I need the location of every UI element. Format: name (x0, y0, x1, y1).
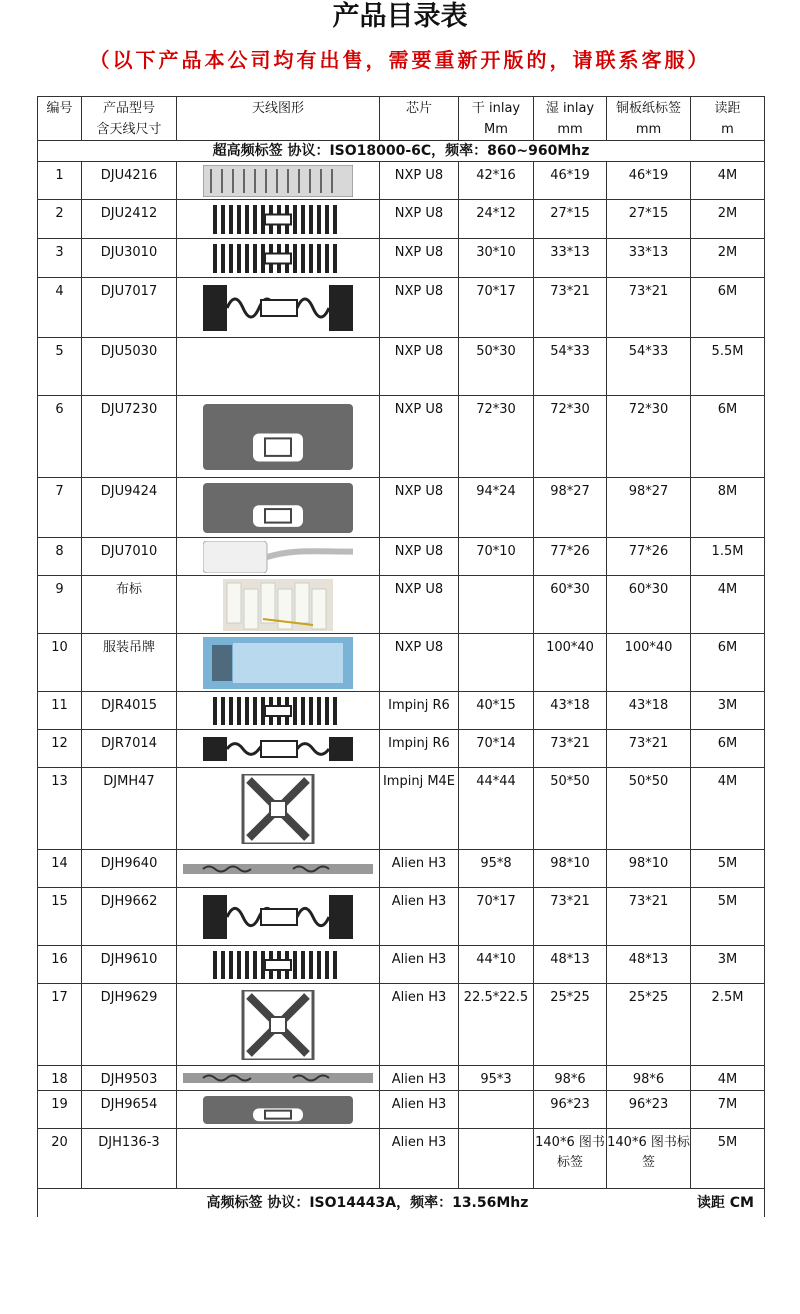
cell-chip: NXP U8 (380, 239, 459, 278)
cell-antenna (177, 850, 380, 888)
table-row (38, 768, 765, 850)
cell-paper-label: 48*13 (607, 946, 691, 984)
table-row (38, 850, 765, 888)
cell-read-range: 4M (691, 768, 765, 850)
square-antenna-icon (177, 774, 379, 844)
cell-chip: Alien H3 (380, 1066, 459, 1091)
header-antenna: 天线图形 (177, 97, 380, 141)
cell-dry-inlay: 70*14 (459, 730, 534, 768)
cell-antenna (177, 634, 380, 692)
cell-no: 4 (38, 278, 82, 338)
header-dry-inlay: 干 inlay Mm (459, 97, 534, 141)
cell-read-range: 3M (691, 692, 765, 730)
table-row (38, 239, 765, 278)
page-subtitle: （以下产品本公司均有出售，需要重新开版的，请联系客服） (89, 48, 711, 72)
cell-model: DJU7017 (82, 278, 177, 338)
cell-model: DJH136-3 (82, 1129, 177, 1189)
table-row (38, 1091, 765, 1129)
meander-antenna-icon (177, 242, 379, 275)
cell-antenna (177, 478, 380, 538)
table-row (38, 162, 765, 200)
cell-wet-inlay: 48*13 (534, 946, 607, 984)
cell-wet-inlay: 54*33 (534, 338, 607, 396)
cell-no: 20 (38, 1129, 82, 1189)
cell-read-range: 6M (691, 730, 765, 768)
cell-chip: Impinj M4E (380, 768, 459, 850)
cell-chip: NXP U8 (380, 576, 459, 634)
cell-model: DJU2412 (82, 200, 177, 239)
cell-antenna (177, 338, 380, 396)
cell-read-range: 7M (691, 1091, 765, 1129)
cell-read-range: 6M (691, 278, 765, 338)
table-row (38, 278, 765, 338)
cell-model: DJMH47 (82, 768, 177, 850)
cell-chip: Impinj R6 (380, 730, 459, 768)
cell-model: DJH9640 (82, 850, 177, 888)
cell-model: DJH9503 (82, 1066, 177, 1091)
section-hf-row (38, 1189, 765, 1218)
cell-paper-label: 25*25 (607, 984, 691, 1066)
cell-no: 16 (38, 946, 82, 984)
wide-tag-icon (177, 1094, 379, 1126)
cell-model: DJU9424 (82, 478, 177, 538)
section-uhf-row (38, 141, 765, 162)
cell-paper-label: 60*30 (607, 576, 691, 634)
cell-no: 18 (38, 1066, 82, 1091)
cell-read-range: 4M (691, 576, 765, 634)
cell-paper-label: 98*10 (607, 850, 691, 888)
cell-antenna (177, 576, 380, 634)
table-row (38, 1066, 765, 1091)
cell-no: 8 (38, 538, 82, 576)
cell-paper-label: 77*26 (607, 538, 691, 576)
cell-antenna (177, 239, 380, 278)
cell-dry-inlay (459, 1091, 534, 1129)
cell-paper-label: 73*21 (607, 730, 691, 768)
cell-antenna (177, 1091, 380, 1129)
cell-dry-inlay: 22.5*22.5 (459, 984, 534, 1066)
cell-no: 5 (38, 338, 82, 396)
cell-paper-label: 100*40 (607, 634, 691, 692)
cell-no: 10 (38, 634, 82, 692)
table-row (38, 692, 765, 730)
cell-chip: NXP U8 (380, 162, 459, 200)
section-uhf-label: 超高频标签 协议：ISO18000-6C，频率：860~960Mhz (38, 141, 765, 162)
cell-model: DJU7230 (82, 396, 177, 478)
section-hf-label: 高频标签 协议：ISO14443A，频率：13.56Mhz (206, 1195, 529, 1211)
table-row (38, 634, 765, 692)
cell-no: 6 (38, 396, 82, 478)
cell-antenna (177, 162, 380, 200)
cell-chip: NXP U8 (380, 200, 459, 239)
table-row (38, 396, 765, 478)
cell-dry-inlay (459, 634, 534, 692)
cell-wet-inlay: 98*27 (534, 478, 607, 538)
cell-model: DJU7010 (82, 538, 177, 576)
table-row (38, 730, 765, 768)
cell-antenna (177, 1066, 380, 1091)
wide-tag-icon (177, 481, 379, 535)
table-row (38, 888, 765, 946)
cell-paper-label: 96*23 (607, 1091, 691, 1129)
header-chip: 芯片 (380, 97, 459, 141)
cell-antenna (177, 984, 380, 1066)
cell-paper-label: 98*6 (607, 1066, 691, 1091)
cell-paper-label: 73*21 (607, 278, 691, 338)
cell-read-range: 6M (691, 634, 765, 692)
cell-read-range: 1.5M (691, 538, 765, 576)
cell-wet-inlay: 73*21 (534, 888, 607, 946)
meander-antenna-icon (177, 949, 379, 981)
table-row (38, 478, 765, 538)
cell-dry-inlay: 70*17 (459, 278, 534, 338)
cell-wet-inlay: 98*6 (534, 1066, 607, 1091)
cell-antenna (177, 888, 380, 946)
cell-model: DJH9629 (82, 984, 177, 1066)
cell-no: 12 (38, 730, 82, 768)
cell-dry-inlay: 70*17 (459, 888, 534, 946)
cell-no: 17 (38, 984, 82, 1066)
cell-paper-label: 46*19 (607, 162, 691, 200)
table-header-row (38, 97, 765, 141)
cell-chip: Alien H3 (380, 1129, 459, 1189)
cell-paper-label: 43*18 (607, 692, 691, 730)
table-row (38, 338, 765, 396)
cell-antenna (177, 1129, 380, 1189)
cell-wet-inlay: 33*13 (534, 239, 607, 278)
cell-paper-label: 73*21 (607, 888, 691, 946)
cell-dry-inlay (459, 576, 534, 634)
cell-dry-inlay: 30*10 (459, 239, 534, 278)
cell-dry-inlay: 72*30 (459, 396, 534, 478)
cell-read-range: 5M (691, 888, 765, 946)
cell-dry-inlay: 94*24 (459, 478, 534, 538)
fabric-label-photo (177, 579, 379, 631)
cell-chip: NXP U8 (380, 538, 459, 576)
cell-read-range: 5.5M (691, 338, 765, 396)
cell-wet-inlay: 46*19 (534, 162, 607, 200)
cell-paper-label: 72*30 (607, 396, 691, 478)
table-row (38, 946, 765, 984)
cell-no: 14 (38, 850, 82, 888)
cell-wet-inlay: 25*25 (534, 984, 607, 1066)
cell-paper-label: 54*33 (607, 338, 691, 396)
cell-model: 布标 (82, 576, 177, 634)
cell-read-range: 2.5M (691, 984, 765, 1066)
cell-read-range: 6M (691, 396, 765, 478)
cell-no: 11 (38, 692, 82, 730)
cell-antenna (177, 200, 380, 239)
cell-paper-label: 33*13 (607, 239, 691, 278)
table-row (38, 576, 765, 634)
cell-paper-label: 140*6 图书标签 (607, 1129, 691, 1189)
cell-paper-label: 27*15 (607, 200, 691, 239)
cell-no: 2 (38, 200, 82, 239)
table-row (38, 1129, 765, 1189)
cell-read-range: 2M (691, 239, 765, 278)
meander-antenna-icon (177, 203, 379, 236)
cell-wet-inlay: 60*30 (534, 576, 607, 634)
block-antenna-icon (177, 281, 379, 335)
cell-wet-inlay: 140*6 图书标签 (534, 1129, 607, 1189)
cell-dry-inlay: 95*8 (459, 850, 534, 888)
cell-read-range: 5M (691, 1129, 765, 1189)
garment-tag-photo (177, 637, 379, 689)
cell-wet-inlay: 100*40 (534, 634, 607, 692)
section-hf-range-label: 读距 CM (696, 1195, 754, 1211)
cell-model: DJR4015 (82, 692, 177, 730)
header-paper-label: 铜板纸标签 mm (607, 97, 691, 141)
cell-paper-label: 50*50 (607, 768, 691, 850)
cell-antenna (177, 768, 380, 850)
header-model: 产品型号 含天线尺寸 (82, 97, 177, 141)
table-row (38, 984, 765, 1066)
cell-wet-inlay: 96*23 (534, 1091, 607, 1129)
slim-antenna-icon (177, 853, 379, 885)
cell-wet-inlay: 50*50 (534, 768, 607, 850)
cell-model: DJU3010 (82, 239, 177, 278)
cell-read-range: 2M (691, 200, 765, 239)
cell-dry-inlay: 70*10 (459, 538, 534, 576)
meander-antenna-icon (177, 695, 379, 727)
cell-dry-inlay: 42*16 (459, 162, 534, 200)
cell-no: 1 (38, 162, 82, 200)
cell-chip: Alien H3 (380, 888, 459, 946)
square-antenna-icon (177, 990, 379, 1060)
cell-model: DJR7014 (82, 730, 177, 768)
cell-model: DJH9610 (82, 946, 177, 984)
cell-antenna (177, 692, 380, 730)
cell-model: DJH9654 (82, 1091, 177, 1129)
table-row (38, 538, 765, 576)
cell-antenna (177, 730, 380, 768)
wide-tag-icon (177, 402, 379, 472)
dipole-tag-icon (177, 165, 379, 197)
cell-chip: NXP U8 (380, 478, 459, 538)
cell-chip: Alien H3 (380, 946, 459, 984)
cell-dry-inlay: 40*15 (459, 692, 534, 730)
block-antenna-icon (177, 733, 379, 765)
cell-chip: Alien H3 (380, 1091, 459, 1129)
cell-model: DJU5030 (82, 338, 177, 396)
header-read-range: 读距 m (691, 97, 765, 141)
cell-read-range: 3M (691, 946, 765, 984)
page-title: 产品目录表 (332, 1, 468, 32)
cell-dry-inlay (459, 1129, 534, 1189)
cell-wet-inlay: 98*10 (534, 850, 607, 888)
cell-read-range: 4M (691, 1066, 765, 1091)
cell-wet-inlay: 72*30 (534, 396, 607, 478)
cell-antenna (177, 538, 380, 576)
cell-wet-inlay: 43*18 (534, 692, 607, 730)
product-table (37, 96, 765, 1217)
cell-wet-inlay: 73*21 (534, 730, 607, 768)
cell-model: 服装吊牌 (82, 634, 177, 692)
cell-wet-inlay: 77*26 (534, 538, 607, 576)
cell-read-range: 8M (691, 478, 765, 538)
cell-chip: Impinj R6 (380, 692, 459, 730)
cell-antenna (177, 396, 380, 478)
slim-antenna-icon (177, 1072, 379, 1084)
cell-dry-inlay: 50*30 (459, 338, 534, 396)
cell-read-range: 4M (691, 162, 765, 200)
cell-antenna (177, 946, 380, 984)
hang-tag-icon (177, 541, 379, 573)
cell-dry-inlay: 44*10 (459, 946, 534, 984)
header-wet-inlay: 湿 inlay mm (534, 97, 607, 141)
cell-wet-inlay: 27*15 (534, 200, 607, 239)
cell-antenna (177, 278, 380, 338)
cell-chip: NXP U8 (380, 634, 459, 692)
cell-paper-label: 98*27 (607, 478, 691, 538)
cell-dry-inlay: 95*3 (459, 1066, 534, 1091)
cell-no: 15 (38, 888, 82, 946)
table-row (38, 200, 765, 239)
cell-read-range: 5M (691, 850, 765, 888)
cell-chip: Alien H3 (380, 984, 459, 1066)
cell-no: 9 (38, 576, 82, 634)
cell-chip: NXP U8 (380, 278, 459, 338)
cell-no: 3 (38, 239, 82, 278)
cell-chip: Alien H3 (380, 850, 459, 888)
cell-model: DJU4216 (82, 162, 177, 200)
cell-wet-inlay: 73*21 (534, 278, 607, 338)
cell-model: DJH9662 (82, 888, 177, 946)
cell-no: 7 (38, 478, 82, 538)
cell-dry-inlay: 44*44 (459, 768, 534, 850)
header-no: 编号 (38, 97, 82, 141)
cell-no: 13 (38, 768, 82, 850)
block-antenna-icon (177, 891, 379, 943)
cell-dry-inlay: 24*12 (459, 200, 534, 239)
cell-chip: NXP U8 (380, 396, 459, 478)
cell-no: 19 (38, 1091, 82, 1129)
cell-chip: NXP U8 (380, 338, 459, 396)
